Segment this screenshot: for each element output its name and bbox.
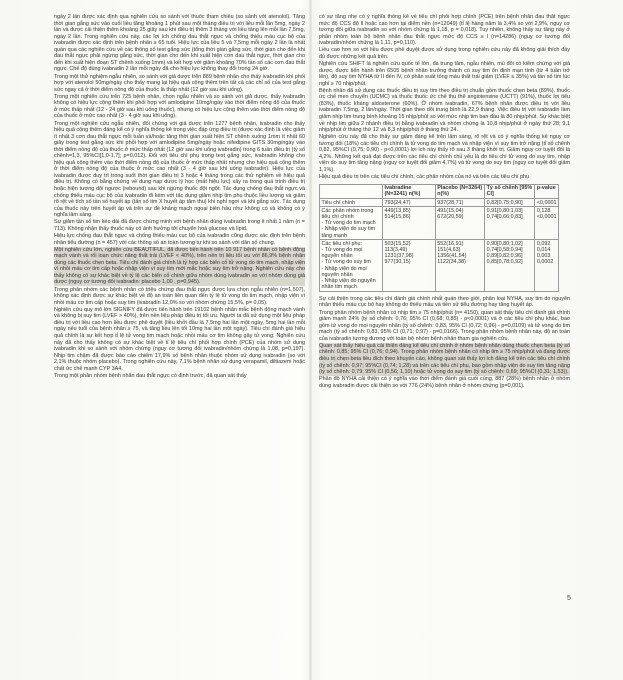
paragraph: Phân độ NYHA cải thiện có ý nghĩa vào thời điểm đánh giá cuối cùng, 887 (28%) bệnh nhân ở nhóm dùng ivabradin được cải thiện so với 776 (24%) bệnh nhân ở nhóm chứng (p=0,001). [319,376,570,389]
table-cell: 552(16,91) 151(4,63) 1356(41,54) 1122(34,38) [435,240,484,292]
paragraph: Trong phân nhóm các bệnh nhân có triệu chứng đau thắt ngực được lựa chọn ngẫu nhiên (n=1,507), không xác định được sự khác biệt về độ an toàn liên quan đến tỷ lệ tử vong do tim mạch, nhập viện vì nhồi máu cơ tim cấp hoặc suy tim (ivabradin 12,0% so với nhóm chứng 15,5%, p= 0,05). [54,286,305,306]
paragraph: Bệnh nhân đã sử dụng các thuốc điều trị suy tim theo điều trị chuẩn gồm thuốc chẹn beta (89%), thuốc ức chế men chuyển (UCMC) và thuốc thuốc ức chế thụ thể angiotensine (UCTT) (91%), thuốc lợi tiểu (83%), thuốc kháng aldosterone (60%). Ở nhóm ivabradin, 67% bệnh nhân được điều trị với liều ivabradin 7,5mg, 2 lần/ngày. Thời gian theo dõi trung bình là 22,9 tháng. Việc điều trị với ivabradin làm giảm nhịp tim trung bình khoảng 15 nhịp/phút so với mức nhịp tim ban đầu là 80 nhịp/phút. Sự khác biệt về nhịp tim giữa 2 nhánh điều trị bằng ivabradin và nhóm chứng là 10,8 nhịp/phút ở ngày thứ 28; 9,1 nhịp/phút ở tháng thứ 12 và 8,3 nhịp/phút ở tháng thứ 24. [319,87,570,134]
paragraph: Trong một nghiên cứu ngẫu nhiên, đối chứng với giả dược trên 1277 bệnh nhân, ivabradin cho thấy hiệu quả cộng thêm đáng kể có ý nghĩa thống kê trong việc đáp ứng điều trị (được xác định là việc giảm ít nhất 3 cơn đau thắt ngực mỗi tuần và/hoặc tăng thời gian xuất hiện ST chênh xuống 1mm ít nhất 60 giây trong test gắng sức khi phối hợp với amlodipine 5mg/ngày hoặc nifedipine GITS 30mg/ngày vào thời điểm nồng độ của thuốc ở mức thấp nhất (12 giờ sau khi uống ivabradin) trong 6 tuần điều trị (tỷ số chênh=1,3, 95%CI[1,0-1,7]; p=0,012). Đối với tiêu chí phụ trong test gắng sức, ivabradin không cho hiệu quả cộng thêm vào thời điểm nồng độ của thuốc ở mức thấp nhất nhưng cho hiệu quả cộng thêm ở thời điểm nồng độ của thuốc ở mức cao nhất (3 - 4 giờ sau khi uống ivabradin). Hiệu lực của ivabradin được duy trì trong suốt thời gian điều trị 3 hoặc 4 tháng trong các thử nghiệm về hiệu quả điều trị. Không có bằng chứng về dung nạp dược lý học (mất hiệu lực) xảy ra trong quá trình điều trị hoặc hiện tượng dội ngược (rebound) sau khi ngừng thuốc đột ngột. Tác dụng chống đau thắt ngực và chống thiếu máu cục bộ của ivabradin đi kèm với tác dụng giảm nhịp tim phụ thuộc liều lượng và giảm rõ rệt về tích số tần số huyết áp (tần số tim X huyết áp tâm thu) khi nghỉ ngơi và khi gắng sức. Tác dụng của thuốc này trên huyết áp và trên sự đề kháng mạch ngoại biên hầu như không có và không có ý nghĩa lâm sàng. [54,120,305,219]
paragraph: Trong phân nhóm bệnh nhân có nhịp tim ≥ 75 nhịp/phút (n= 4150), quan sát thấy tiêu chí đánh giá chính giảm mạnh 24% (tỷ số chênh: 0,76; 95% CI (0,68; 0,85) - p<0,0001) và ở các tiêu chí phụ khác, bao gồm tử vong do mọi nguyên nhân (tỷ số chênh: 0,83, 95% CI (0,72; 0,96) - p=0,0109) và tử vong do tim mạch (tỷ số chênh: 0,83, 95% CI (0,71; 0,97) - p=0,0166). Trong phân nhóm bệnh nhân này, độ an toàn của ivabradin tương đương với toàn bộ nhóm bệnh nhân tham gia nghiên cứu. [319,309,570,342]
paragraph-highlighted: Quan sát thấy hiệu quả cải thiện đáng kể tiêu chí chính ở nhóm bệnh nhân dùng thuốc chẹn beta (tỷ số chênh: 0,85; 95% CI (0,76; 0,94). Trong phân nhóm bệnh nhân có nhịp tim ≥ 75 nhịp/phút và đang được điều trị chẹn beta liều đích theo khuyến cáo, không quan sát thấy lợi ích đáng kể trên các tiêu chí chính (tỷ số chênh: 0,97; 95%CI (0,74; 1,28) và trên các tiêu chí phụ, bao gồm nhập viện do suy tim tăng nặng (tỷ số chênh: 0,79; 95% CI (0,56; 1,10) hoặc tử vong do suy tim (tỷ số chênh: 0,69; 95%CI (0,31; 1,53)). [319,342,570,376]
page-number: 5 [567,595,571,602]
paragraph-highlighted: Một nghiên cứu lớn, nghiên cứu BEAUTIFUL, đã được tiến hành trên 10 917 bệnh nhân có bệnh động mạch vành và rối loạn chức năng thất trái (LVEF < 40%), trên nền trị liệu tối ưu với 86,9% bệnh nhân dùng các thuốc chẹn beta. Tiêu chí đánh giá chính là tỷ hợp các biến cố tử vong do tim mạch, nhập viện vì nhồi máu cơ tim cấp hoặc nhập viện vì suy tim mới mắc hoặc suy tim trở nặng. Nghiên cứu này cho thấy không có sự khác biệt về tỷ lệ các biến cố chính giữa nhóm dùng ivabradin so với nhóm dùng giả dược (nguy cơ tương đối ivabradin: placebo 1,00 , p=0,945). [54,246,305,286]
table-cell: 0,092 0,014 0,003 0,0002 [535,240,559,292]
table-header-cell: p-value [535,184,559,198]
table-cell: 0,90[0,80;1,02] 0,74[0,58;0,94] 0,89[0,82;0,96] 0,85[0,78;0,92] [485,240,535,292]
table-cell: 793(24,47) [382,199,435,207]
table-cell: 491(15,04) 672(20,59) [435,207,484,240]
table-row [320,207,559,240]
table-cell: 937(28,71) [435,199,484,207]
table-header-cell: Placebo (N=3264) n(%) [435,184,484,198]
paragraph: Nghiên cứu này đã cho thấy sự giảm đáng kể trên lâm sàng, rõ rệt và có ý nghĩa thống kê nguy cơ tương đối (18%) các tiêu chí chính là tử vong do tim mạch và nhập viện vì suy tim trở nặng (tỉ số chênh 0,82, 95%CI (0,75; 0,90) - p<0,0001) lợi ích này thấy rõ sau 3 tháng khởi trị. Giảm nguy cơ tuyệt đối là 4,2%. Những kết quả đạt được trên các tiêu chí chính chủ yếu là do tiêu chí tử vong do suy tim, nhập viện do suy tim tăng nặng (nguy cơ tuyệt đối giảm 4,7%) và tử vong do suy tim (nguy cơ tuyệt đối giảm 1,1%). [319,134,570,173]
paragraph: Trong một thử nghiệm ngẫu nhiên, so sánh với giả dược trên 889 bệnh nhân cho thấy ivabradin khi phối hợp với atenolol 50mg/ngày cho thấy mang lại hiệu quả cộng thêm trên tất cả các chỉ số của test gắng sức ngay cả ở thời điểm nồng độ của thuốc là thấp nhất (12 giờ sau khi uống). [54,73,305,93]
page-fold [309,0,312,680]
table-cell: 0,82[0,75;0,90] [485,199,535,207]
paragraph: Nghiên cứu SHIFT là nghiên cứu quốc tế lớn, đa trung tâm, ngẫu nhiên, mù đôi có kiểm chứng với giả dược, được tiến hành trên 6505 bệnh nhân trưởng thành có suy tim ổn định mạn tính (từ 4 tuần trở lên), độ suy tim NYHA từ II đến IV, có phân suất tống máu thất trái giảm (LVEF ≤ 35%) và tần số tim lúc nghỉ ≥ 70 nhịp/phút. [319,61,570,87]
table-row [320,199,559,207]
paragraph: Liều cao hơn so với liều được phê duyệt được sử dụng trong nghiên cứu này đã không giải thích đầy đủ được những kết quả trên. [319,47,570,60]
paragraph: Sự cải thiện trong các tiêu chí đánh giá chính nhất quán theo giới, phân loại NYHA, suy tim do nguyên nhân thiếu máu cục bộ hay không do thiếu máu và tiền sử tiểu đường hay tăng huyết áp. [319,295,570,309]
paragraph: Trong một nghiên cứu trên 725 bệnh nhân, chọn ngẫu nhiên và so sánh với giả dược, thấy ivabradin không có hiệu lực cộng thêm khi phối hợp với amlodipine 10mg/ngày vào thời điểm nồng độ của thuốc ở mức thấp nhất (12 - 24 giờ sau khi uống thuốc), nhưng có hiệu lực cộng thêm vào thời điểm nồng độ của thuốc ở mức cao nhất (3 - 4 giờ sau khi uống). [54,93,305,120]
table-row [320,240,559,292]
table-cell: Tiêu chí chính [320,199,383,207]
paragraph: Trong một phân nhóm bệnh nhân đau thắt ngực có định trước, đã quan sát thấy [54,372,247,379]
table-cell: Các tiêu chí phụ: - Tử vong do mọi nguyên nhân - Tử vong do suy tim - Nhập viện do mọi nguyên nhân - Nhập viện do nguyên nhân tim mạch [320,240,383,292]
table-cell: 0,91[0,80;1,03] 0,74[0,66;0,83] [485,207,535,240]
right-text-column [319,14,570,632]
table-header-row [320,184,559,198]
table-cell: 0,128 <0,0001 [535,207,559,240]
paragraph: có sự tăng nhẹ có ý nghĩa thống kê về tiêu chí phối hợp chính (PCE) trên bệnh nhân đau thắt ngực mức độ CCS độ II hoặc cao hơn tại điểm nền (n=12049) (tỉ lệ hàng năm là 3,4% so với 2,9%, nguy cơ tương đối giữa ivabradin so với nhóm chứng là 1,18, p = 0,018). Tuy nhiên, không thấy sự tăng này ở phân nhóm toàn bộ bệnh nhân đau thắt ngực mức độ CCS ≥ I (n=14286) (nguy cơ tương đối ivabradin/nhóm chứng là 1,11, p=0,110). [319,14,570,47]
paragraph: Nghiên cứu quy mô lớn SIGNIFY đã được tiến hành trên 19102 bệnh nhân mắc bệnh động mạch vành và không bị suy tim (LVEF > 40%), trên nền liệu pháp điều trị tối ưu. Người ta đã sử dụng một liệu pháp điều trị với liều cao hơn liều được phê duyệt (liều khởi đầu là 7,5mg hai lần một ngày, 5mg hai lần mỗi ngày nếu tuổi của bệnh nhân ≥ 75, và tăng liều lên tối 10mg hai lần một ngày). Tiêu chí đánh giá hiệu quả chính là sự kết hợp tỉ lệ tử vong tim mạch hoặc nhồi máu cơ tim không gây tử vong. Nghiên cứu này đã cho thấy không có sự khác biệt về tỉ lệ tiêu chí phối hợp chính (PCE) của nhóm sử dụng ivabradin khi so sánh với nhóm chứng (nguy cơ tương đối ivabradin/nhóm chứng là 1,08, p=0,197). Nhịp tim chậm đã được báo cáo chiếm 17,9% số bệnh nhân thuộc nhóm sử dụng ivabradin (so với 2,1% thuộc nhóm placebo). Trong nghiên cứu này, 7,1% bệnh nhân sử dụng verapamil, diltiazem hoặc chất ức chế mạnh CYP 3A4. [54,306,305,372]
table-cell: 449(13,85) 514(15,86) [382,207,435,240]
paragraph: Sự giảm tần số tim kéo dài đã được chứng minh với bệnh nhân dùng ivabradin trong ít nhất 1 năm (n = 713). Không nhận thấy thuốc này có ảnh hưởng tới chuyển hoá glucose và lipid. [54,219,305,232]
table-header-cell [320,184,383,198]
paragraph: Hiệu quả điều trị trên các tiêu chí chính, các phân nhóm của nó và trên các tiêu chí phụ [319,174,530,181]
table-header-cell: Ivabradine (N=3241) n(%) [382,184,435,198]
table-header-cell: Tỷ số chênh [95% CI] [485,184,535,198]
table-body [320,199,559,292]
table-cell: <0,0001 [535,199,559,207]
results-table [319,184,559,292]
table-cell: 503(15,52) 113(3,49) 1231(37,98) 977(30,15) [382,240,435,292]
table-cell: Các phân nhóm trong tiêu chí chính - Tử vong do tim mạch - Nhập viện do suy tim tăng mạnh [320,207,383,240]
left-text-column [54,14,305,614]
paragraph: Hiệu lực chống đau thắt ngực và chống thiếu máu cục bộ của ivabradin cũng được xác định trên bệnh nhân tiểu đường (n = 457) với các thông số an toàn tương tự khi so sánh với dân số chung. [54,233,305,246]
paragraph: ngày 2 lần được xác định qua nghiên cứu so sánh với thuốc tham chiếu (so sánh với atenolol). Tăng thời gian gắng sức vào cuối liều tăng khoảng 1 phút sau một tháng điều trị với liều mỗi lần 5mg, ngày 2 lần và được cải thiện thêm khoảng 25 giây sau khi điều trị thêm 3 tháng với liều tăng lên mỗi lần 7,5mg, ngày 2 lần. Trong nghiên cứu này, các lợi ích chống đau thắt ngực và chống thiếu máu cục bộ của ivabradin được xác định trên bệnh nhân ≥ 65 tuổi. Hiệu lực của liều 5 và 7,5mg mỗi ngày 2 lần là nhất quán qua các nghiên cứu về các thông số test gắng sức (tổng thời gian gắng sức, thời gian cho đến khi đau thắt ngực phải ngừng gắng sức, thời gian cho đến khi xuất hiện cơn đau thắt ngực, thời gian cho đến khi xuất hiện đoạn ST chênh xuống 1mm) và kết hợp với giảm khoảng 70% tần số các cơn đau thắt ngực. Chế độ dùng ivabradin 2 lần mỗi ngày đã cho hiệu lực không thay đổi trong 24 giờ. [54,14,305,73]
